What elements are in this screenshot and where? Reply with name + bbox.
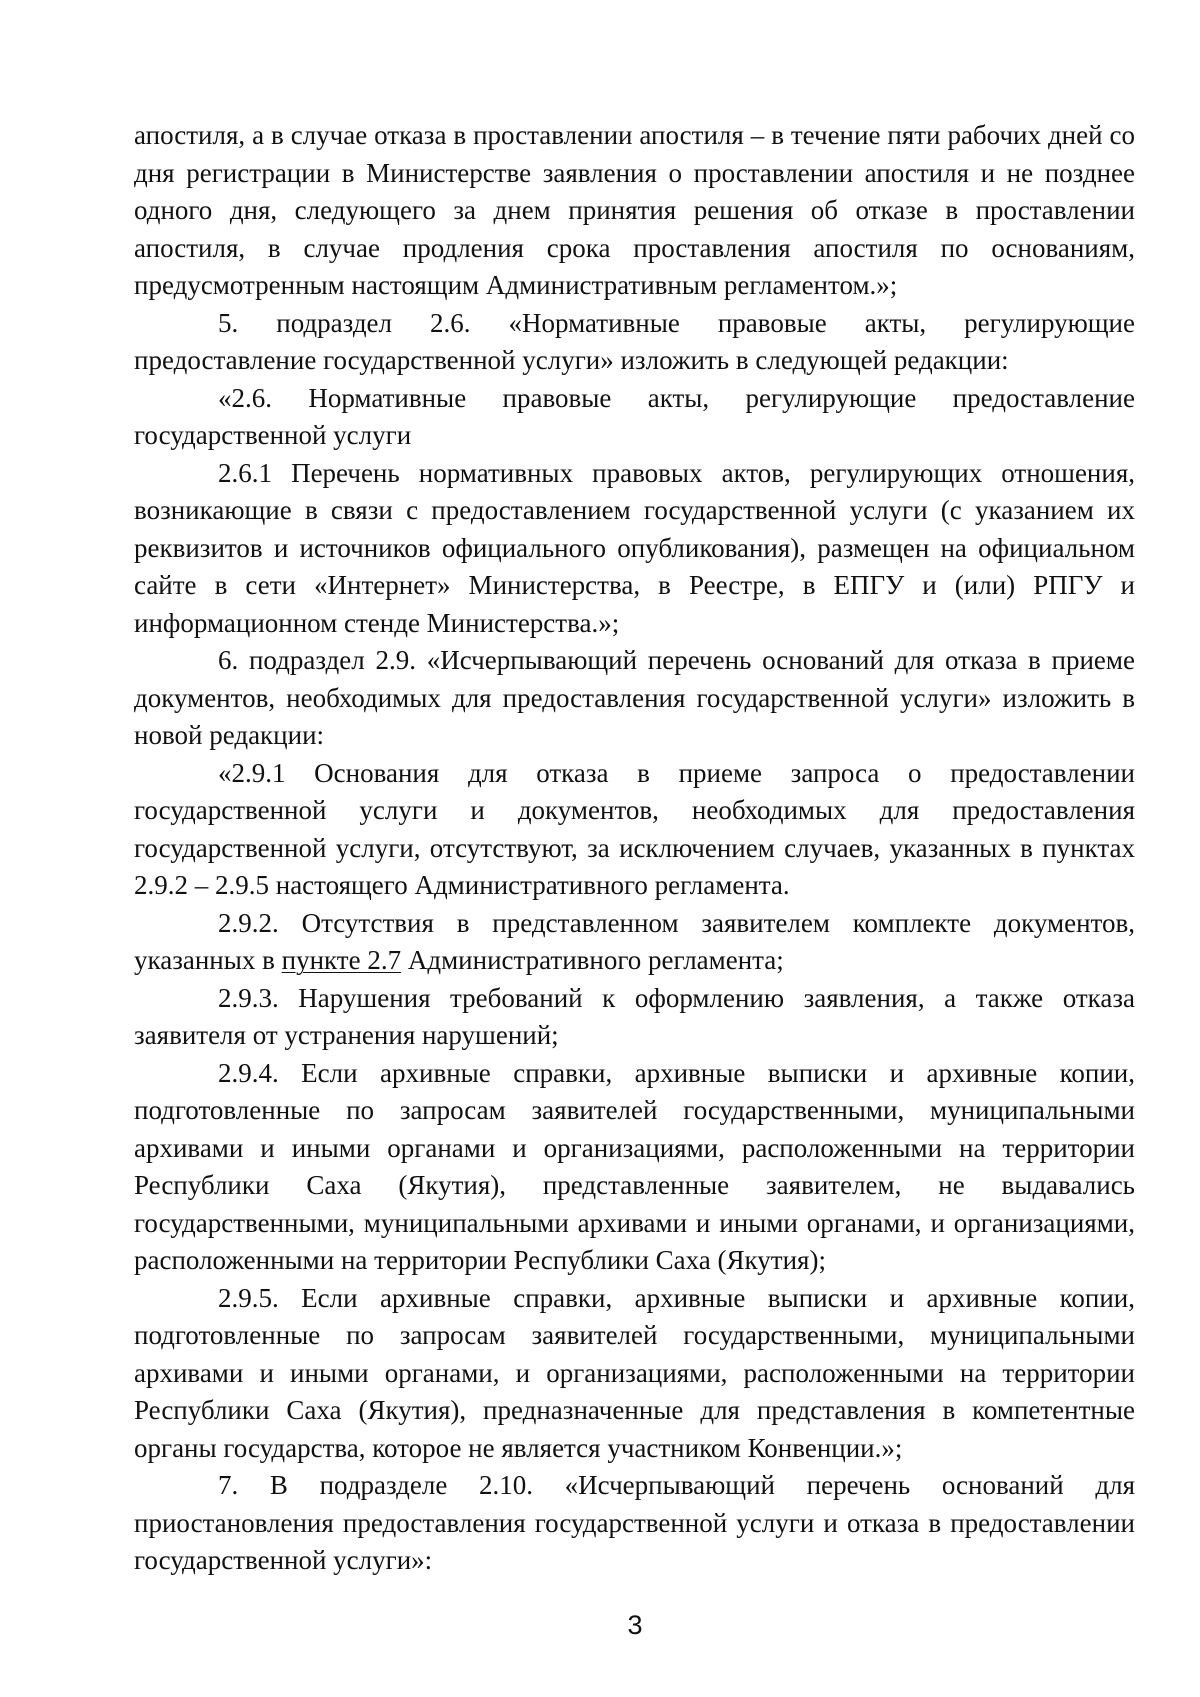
paragraph-section-2-9-4: 2.9.4. Если архивные справки, архивные выписки и архивные копии, подготовленные по запросам заявителей государственными, муниципальными архивами и иными органами и организациями, расположенными на территории Республики Саха (Якутия), представленные заявителем, не выдавались государственными, муниципальными архивами и иными органами, и организациями, расположенными на территории Республики Саха (Якутия); — [134, 1057, 1135, 1275]
paragraph-section-2-9-3: 2.9.3. Нарушения требований к оформлению заявления, а также отказа заявителя от устранения нарушений; — [134, 982, 1135, 1050]
paragraph-section-2-9-2 — [134, 905, 1135, 980]
paragraph-2-9-2-text-after: Административного регламента; — [401, 945, 784, 975]
document-body — [134, 117, 1135, 1580]
paragraph-apostille-terms: апостиля, а в случае отказа в проставлении апостиля – в течение пяти рабочих дней со дня регистрации в Министерстве заявления о проставлении апостиля и не позднее одного дня, следующего за днем принятия решения об отказе в проставлении апостиля, в случае продления срока проставления апостиля по основаниям, предусмотренным настоящим Административным регламентом.»; — [134, 120, 1135, 300]
paragraph-section-2-6-1: 2.6.1 Перечень нормативных правовых актов, регулирующих отношения, возникающие в связи с предоставлением государственной услуги (с указанием их реквизитов и источников официального опубликования), размещен на официальном сайте в сети «Интернет» Министерства, в Реестре, в ЕПГУ и (или) РПГУ и информационном стенде Министерства.»; — [134, 457, 1135, 638]
paragraph-section-2-9-5: 2.9.5. Если архивные справки, архивные выписки и архивные копии, подготовленные по запросам заявителей государственными, муниципальными архивами и иными органами, и организациями, расположенными на территории Республики Саха (Якутия), предназначенные для представления в компетентные органы государства, которое не является участником Конвенции.»; — [134, 1282, 1135, 1463]
paragraph-2-9-2-text-before: 2.9.2. Отсутствия в представленном заявителем комплекте документов, указанных в — [134, 907, 1135, 975]
paragraph-item-7: 7. В подразделе 2.10. «Исчерпывающий перечень оснований для приостановления предоставления государственной услуги и отказа в предоставлении государственной услуги»: — [134, 1470, 1135, 1575]
page-number: 3 — [627, 1610, 643, 1640]
paragraph-section-2-6: «2.6. Нормативные правовые акты, регулирующие предоставление государственной услуги — [134, 382, 1135, 450]
paragraph-item-6: 6. подраздел 2.9. «Исчерпывающий перечень оснований для отказа в приеме документов, необходимых для предоставления государственной услуги» изложить в новой редакции: — [134, 645, 1135, 750]
paragraph-item-5: 5. подраздел 2.6. «Нормативные правовые акты, регулирующие предоставление государственной услуги» изложить в следующей редакции: — [134, 307, 1135, 375]
link-point-2-7[interactable]: пункте 2.7 — [281, 945, 402, 975]
paragraph-section-2-9-1: «2.9.1 Основания для отказа в приеме запроса о предоставлении государственной услуги и документов, необходимых для предоставления государственной услуги, отсутствуют, за исключением случаев, указанных в пунктах 2.9.2 – 2.9.5 настоящего Административного регламента. — [134, 757, 1135, 900]
